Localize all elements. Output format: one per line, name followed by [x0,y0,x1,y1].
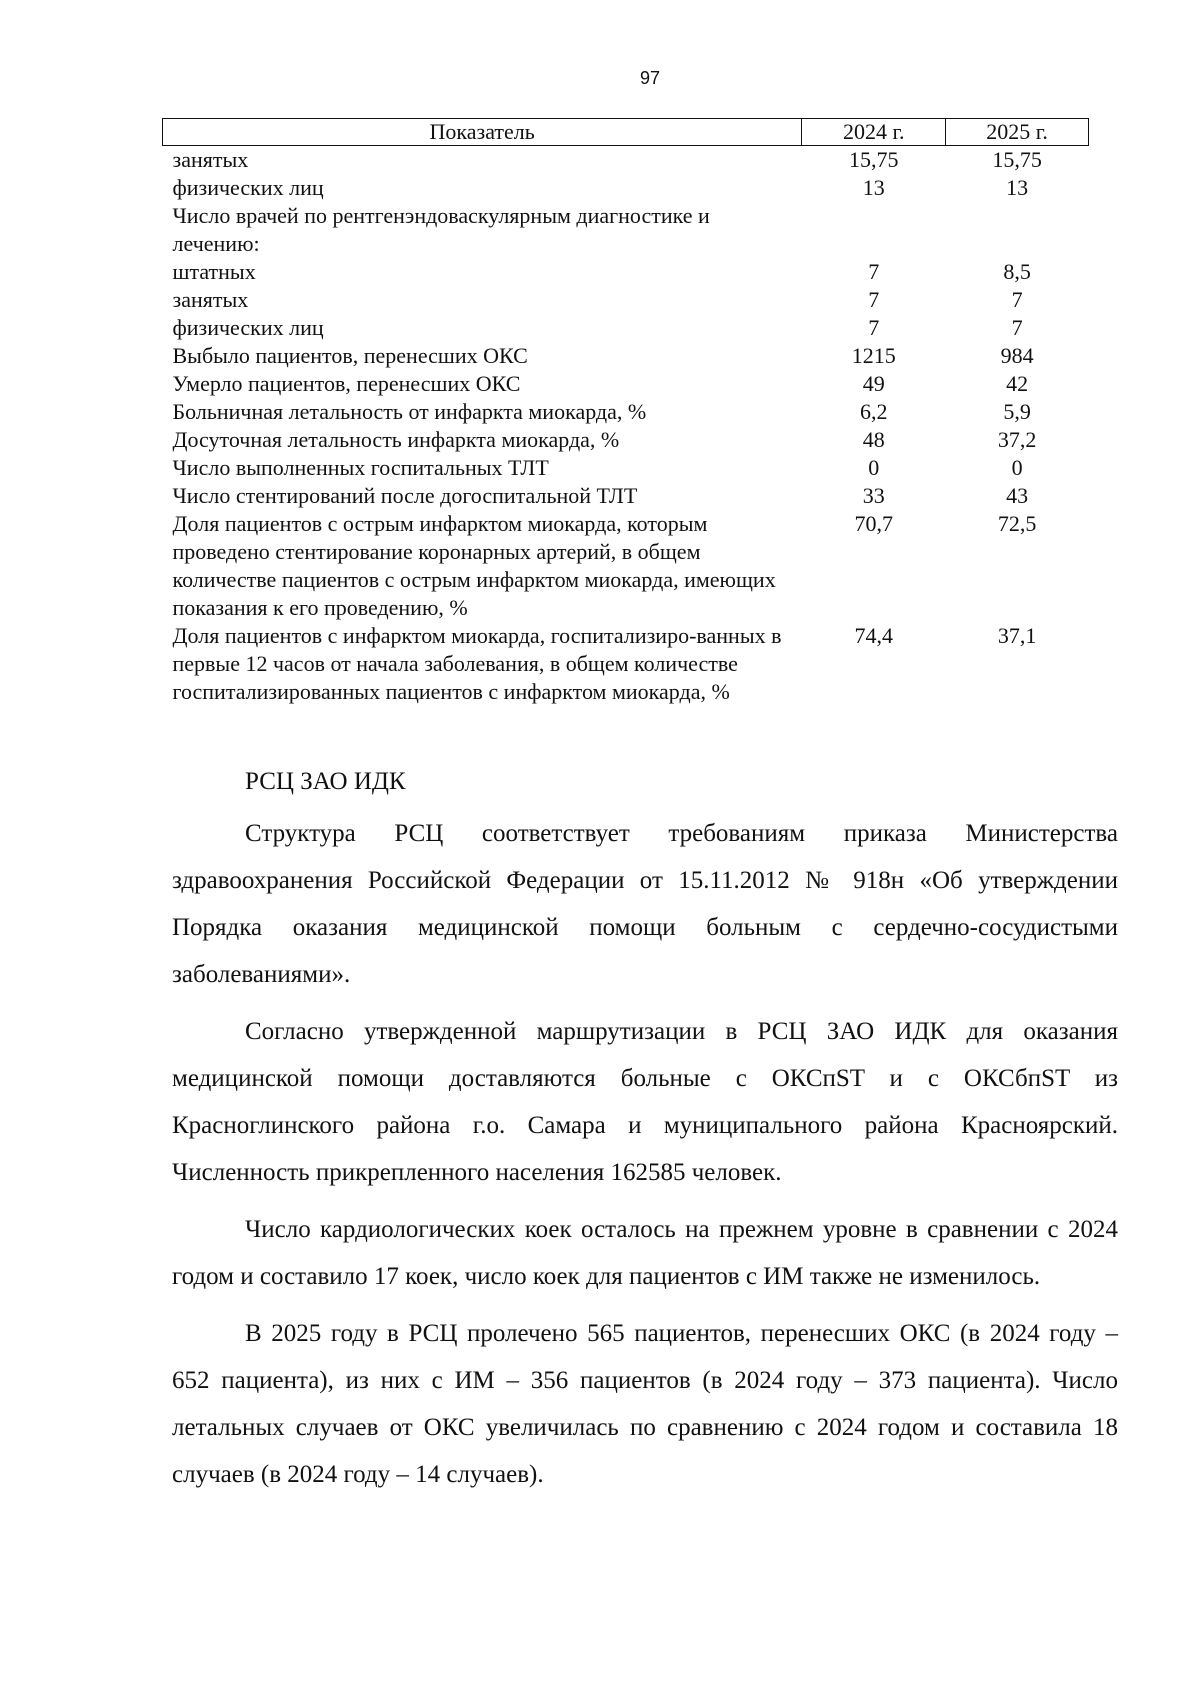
value-2024: 33 [862,483,885,508]
row-label: физических лиц [172,175,324,200]
value-2024: 7 [868,315,880,340]
table-row [163,398,1089,426]
row-label: Доля пациентов с инфарктом миокарда, госпитализиро-ванных в первые 12 часов от начала заболевания, в общем количестве госпитализированных пациентов с инфарктом миокарда, % [172,623,782,704]
row-label: штатных [172,259,256,284]
value-2025: 7 [1011,287,1023,312]
table-row [163,370,1089,398]
value-2024: 13 [862,175,885,200]
table-row [163,510,1089,622]
value-2025: 43 [1006,483,1029,508]
header-indicator: Показатель [163,119,802,146]
value-2024: 7 [868,259,880,284]
table-row [163,286,1089,314]
value-2025: 0 [1011,455,1023,480]
table-row [163,426,1089,454]
value-2024: 6,2 [859,399,888,424]
table-row [163,454,1089,482]
paragraph: Согласно утвержденной маршрутизации в РСЦ ЗАО ИДК для оказания медицинской помощи доставляются больные с ОКСпST и с ОКСбпST из Красноглинского района г.о. Самара и муниципального района Красноярский. Численность прикрепленного населения 162585 человек. [172,1018,1118,1186]
table-row [163,314,1089,342]
row-label: Выбыло пациентов, перенесших ОКС [172,343,528,368]
value-2025: 37,1 [997,623,1037,648]
row-label: занятых [172,287,249,312]
row-label: Доля пациентов с острым инфарктом миокарда, которым проведено стентирование коронарных артерий, в общем количестве пациентов с острым инфарктом миокарда, имеющих показания к его проведению, % [172,511,776,620]
value-2024: 49 [862,371,885,396]
table-row [163,482,1089,510]
value-2024: 48 [862,427,885,452]
value-2025: 8,5 [1003,259,1031,284]
value-2024: 0 [868,455,880,480]
value-2025: 5,9 [1003,399,1031,424]
value-2024: 70,7 [854,511,893,536]
table-row [163,258,1089,286]
page-number: 97 [639,68,661,88]
row-label: Досуточная летальность инфаркта миокарда, % [172,427,620,452]
value-2025: 15,75 [992,147,1042,172]
body-text [172,758,1118,1508]
value-2025: 72,5 [997,511,1037,536]
value-2025: 37,2 [997,427,1037,452]
table-row [163,146,1089,175]
row-label: Число стентирований после догоспитальной ТЛТ [172,483,638,508]
row-label: Число выполненных госпитальных ТЛТ [172,455,549,480]
value-2024: 1215 [851,343,896,368]
row-label: Умерло пациентов, перенесших ОКС [172,371,521,396]
row-label: занятых [172,147,249,172]
indicators-table [162,118,1089,706]
table-row [163,202,1089,258]
header-year-2025: 2025 г. [946,119,1089,146]
value-2024: 7 [868,287,880,312]
value-2025 [946,202,1089,258]
value-2025: 42 [1006,371,1029,396]
table-row [163,174,1089,202]
row-label: физических лиц [172,315,324,340]
table-row [163,622,1089,706]
table-row [163,342,1089,370]
table-header-row [163,119,1089,146]
paragraph: Структура РСЦ соответствует требованиям приказа Министерства здравоохранения Российской Федерации от 15.11.2012 № 918н «Об утверждении Порядка оказания медицинской помощи больным с сердечно-сосудистыми заболеваниями». [172,820,1118,988]
value-2024: 15,75 [848,147,899,172]
value-2024: 74,4 [854,623,893,648]
header-year-2024: 2024 г. [802,119,946,146]
value-2025: 7 [1011,315,1023,340]
row-label: Больничная летальность от инфаркта миокарда, % [172,399,647,424]
paragraph: В 2025 году в РСЦ пролечено 565 пациентов, перенесших ОКС (в 2024 году – 652 пациента), из них с ИМ – 356 пациентов (в 2024 году – 373 пациента). Число летальных случаев от ОКС увеличилась по сравнению с 2024 годом и составила 18 случаев (в 2024 году – 14 случаев). [172,1320,1118,1488]
section-heading: РСЦ ЗАО ИДК [245,768,406,795]
value-2025: 984 [1000,343,1034,368]
paragraph: Число кардиологических коек осталось на прежнем уровне в сравнении с 2024 годом и составило 17 коек, число коек для пациентов с ИМ также не изменилось. [172,1216,1118,1290]
value-2024 [802,202,946,258]
row-label: Число врачей по рентгенэндоваскулярным диагностике и лечению: [172,203,710,256]
value-2025: 13 [1006,175,1029,200]
